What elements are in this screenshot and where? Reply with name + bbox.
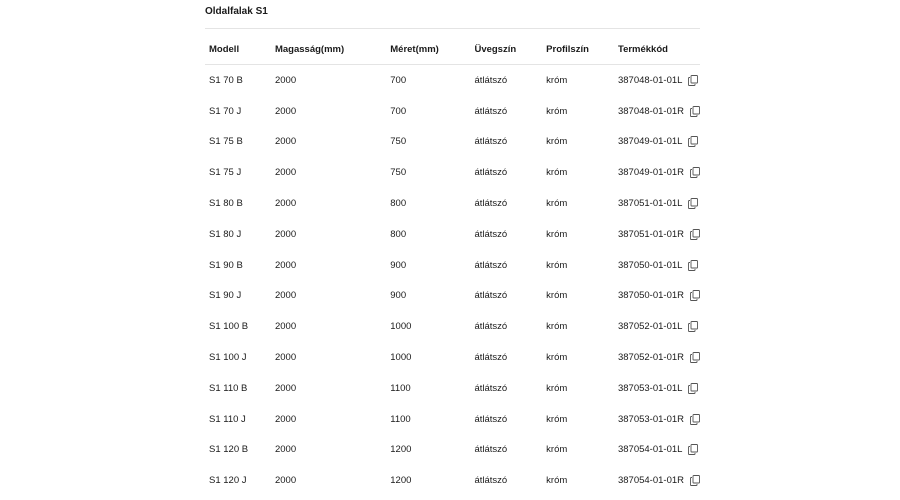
cell-height: 2000 xyxy=(274,352,297,364)
cell-height: 2000 xyxy=(274,259,297,271)
cell-size: 700 xyxy=(390,74,407,86)
cell-size: 1000 xyxy=(390,321,412,333)
product-code-text: 387054-01-01R xyxy=(617,475,684,487)
cell-size: 1100 xyxy=(390,413,411,425)
header-model: Modell xyxy=(205,34,271,65)
table-row xyxy=(205,373,700,404)
cell-product-code xyxy=(614,157,700,188)
copy-icon[interactable] xyxy=(688,321,698,332)
cell-size: 900 xyxy=(390,259,407,271)
product-code-wrapper xyxy=(618,414,700,425)
product-code-wrapper xyxy=(618,290,700,301)
copy-icon[interactable] xyxy=(688,136,698,147)
cell-model: S1 75 B xyxy=(209,136,243,148)
cell-glass-color: átlátszó xyxy=(474,259,508,271)
header-size: Méret(mm) xyxy=(386,34,470,65)
table-body xyxy=(205,65,700,497)
cell-glass-color: átlátszó xyxy=(474,413,508,425)
product-code-wrapper xyxy=(618,229,700,240)
cell-profile-color: króm xyxy=(546,105,568,117)
cell-glass-color: átlátszó xyxy=(474,321,508,333)
cell-glass-color: átlátszó xyxy=(474,444,508,456)
product-code-text: 387053-01-01L xyxy=(617,382,683,394)
cell-model: S1 100 B xyxy=(209,321,249,333)
cell-model: S1 70 B xyxy=(209,74,243,86)
product-code-wrapper xyxy=(618,444,698,455)
cell-profile-color: króm xyxy=(546,136,568,148)
table-row xyxy=(205,188,700,219)
cell-product-code xyxy=(614,311,700,342)
cell-profile-color: króm xyxy=(546,74,568,86)
cell-profile-color: króm xyxy=(546,198,568,210)
cell-height: 2000 xyxy=(274,74,297,86)
product-code-wrapper xyxy=(618,198,698,209)
copy-icon[interactable] xyxy=(688,75,698,86)
cell-product-code xyxy=(614,127,700,158)
cell-product-code xyxy=(614,219,700,250)
header-product-code: Termékkód xyxy=(614,34,700,65)
table-row xyxy=(205,281,700,312)
table-row xyxy=(205,404,700,435)
cell-glass-color: átlátszó xyxy=(474,74,508,86)
cell-glass-color: átlátszó xyxy=(474,475,508,487)
table-row xyxy=(205,435,700,466)
product-code-text: 387051-01-01L xyxy=(617,198,683,210)
cell-glass-color: átlátszó xyxy=(474,382,508,394)
cell-size: 800 xyxy=(390,228,407,240)
product-code-wrapper xyxy=(618,260,698,271)
table-row xyxy=(205,127,700,158)
cell-profile-color: króm xyxy=(546,228,568,240)
cell-size: 1200 xyxy=(390,444,412,456)
product-code-text: 387051-01-01R xyxy=(617,228,684,240)
table-row xyxy=(205,65,700,96)
cell-glass-color: átlátszó xyxy=(474,136,508,148)
product-code-text: 387054-01-01L xyxy=(617,444,683,456)
cell-model: S1 120 B xyxy=(209,444,249,456)
table-row xyxy=(205,342,700,373)
copy-icon[interactable] xyxy=(688,444,698,455)
cell-model: S1 80 J xyxy=(209,228,242,240)
cell-product-code xyxy=(614,373,700,404)
table-row xyxy=(205,219,700,250)
cell-profile-color: króm xyxy=(546,475,568,487)
cell-product-code xyxy=(614,342,700,373)
cell-glass-color: átlátszó xyxy=(474,198,508,210)
cell-height: 2000 xyxy=(274,475,297,487)
copy-icon[interactable] xyxy=(690,352,700,363)
copy-icon[interactable] xyxy=(690,290,700,301)
cell-glass-color: átlátszó xyxy=(474,352,508,364)
cell-product-code xyxy=(614,250,700,281)
product-code-text: 387049-01-01L xyxy=(617,136,683,148)
cell-size: 900 xyxy=(390,290,407,302)
cell-model: S1 90 J xyxy=(209,290,242,302)
cell-height: 2000 xyxy=(274,105,297,117)
copy-icon[interactable] xyxy=(688,198,698,209)
cell-model: S1 120 J xyxy=(209,475,247,487)
product-code-text: 387049-01-01R xyxy=(617,167,684,179)
product-code-text: 387052-01-01L xyxy=(617,321,683,333)
copy-icon[interactable] xyxy=(690,106,700,117)
cell-height: 2000 xyxy=(274,198,297,210)
product-code-text: 387050-01-01L xyxy=(617,259,683,271)
copy-icon[interactable] xyxy=(688,383,698,394)
cell-height: 2000 xyxy=(274,290,297,302)
cell-height: 2000 xyxy=(274,228,297,240)
cell-profile-color: króm xyxy=(546,352,568,364)
copy-icon[interactable] xyxy=(690,229,700,240)
copy-icon[interactable] xyxy=(690,414,700,425)
cell-size: 750 xyxy=(390,167,407,179)
product-table xyxy=(205,34,700,496)
table-row xyxy=(205,250,700,281)
product-code-wrapper xyxy=(618,106,700,117)
table-header-row xyxy=(205,34,700,65)
cell-product-code xyxy=(614,188,700,219)
cell-profile-color: króm xyxy=(546,382,568,394)
header-glass-color: Üvegszín xyxy=(470,34,542,65)
cell-model: S1 75 J xyxy=(209,167,242,179)
cell-height: 2000 xyxy=(274,382,297,394)
cell-glass-color: átlátszó xyxy=(474,105,508,117)
cell-product-code xyxy=(614,96,700,127)
product-code-wrapper xyxy=(618,136,698,147)
cell-model: S1 70 J xyxy=(209,105,242,117)
cell-profile-color: króm xyxy=(546,290,568,302)
table-row xyxy=(205,465,700,496)
cell-size: 1000 xyxy=(390,352,412,364)
cell-size: 800 xyxy=(390,198,407,210)
product-code-wrapper xyxy=(618,167,700,178)
product-code-wrapper xyxy=(618,475,700,486)
header-profile-color: Profilszín xyxy=(542,34,614,65)
cell-product-code xyxy=(614,435,700,466)
cell-profile-color: króm xyxy=(546,167,568,179)
cell-glass-color: átlátszó xyxy=(474,290,508,302)
cell-height: 2000 xyxy=(274,444,297,456)
cell-profile-color: króm xyxy=(546,321,568,333)
cell-model: S1 100 J xyxy=(209,352,247,364)
table-row xyxy=(205,96,700,127)
cell-height: 2000 xyxy=(274,136,297,148)
cell-glass-color: átlátszó xyxy=(474,167,508,179)
cell-model: S1 110 B xyxy=(209,382,248,394)
table-row xyxy=(205,157,700,188)
header-height: Magasság(mm) xyxy=(271,34,386,65)
cell-model: S1 90 B xyxy=(209,259,243,271)
title-divider xyxy=(205,28,700,29)
cell-product-code xyxy=(614,465,700,496)
product-code-text: 387050-01-01R xyxy=(617,290,684,302)
cell-height: 2000 xyxy=(274,167,297,179)
cell-profile-color: króm xyxy=(546,259,568,271)
section-title: Oldalfalak S1 xyxy=(205,6,268,17)
cell-product-code xyxy=(614,404,700,435)
cell-product-code xyxy=(614,281,700,312)
product-code-text: 387048-01-01R xyxy=(617,105,684,117)
cell-height: 2000 xyxy=(274,321,297,333)
product-code-text: 387053-01-01R xyxy=(617,413,684,425)
copy-icon[interactable] xyxy=(690,475,700,486)
cell-height: 2000 xyxy=(274,413,297,425)
cell-model: S1 110 J xyxy=(209,413,246,425)
cell-profile-color: króm xyxy=(546,444,568,456)
cell-model: S1 80 B xyxy=(209,198,243,210)
cell-size: 700 xyxy=(390,105,407,117)
product-code-wrapper xyxy=(618,352,700,363)
cell-glass-color: átlátszó xyxy=(474,228,508,240)
product-code-text: 387048-01-01L xyxy=(617,74,683,86)
cell-product-code xyxy=(614,65,700,96)
product-code-wrapper xyxy=(618,321,698,332)
cell-size: 750 xyxy=(390,136,407,148)
copy-icon[interactable] xyxy=(690,167,700,178)
product-code-text: 387052-01-01R xyxy=(617,352,684,364)
cell-size: 1100 xyxy=(390,382,411,394)
cell-size: 1200 xyxy=(390,475,412,487)
cell-profile-color: króm xyxy=(546,413,568,425)
product-code-wrapper xyxy=(618,75,698,86)
copy-icon[interactable] xyxy=(688,260,698,271)
table-row xyxy=(205,311,700,342)
product-code-wrapper xyxy=(618,383,698,394)
